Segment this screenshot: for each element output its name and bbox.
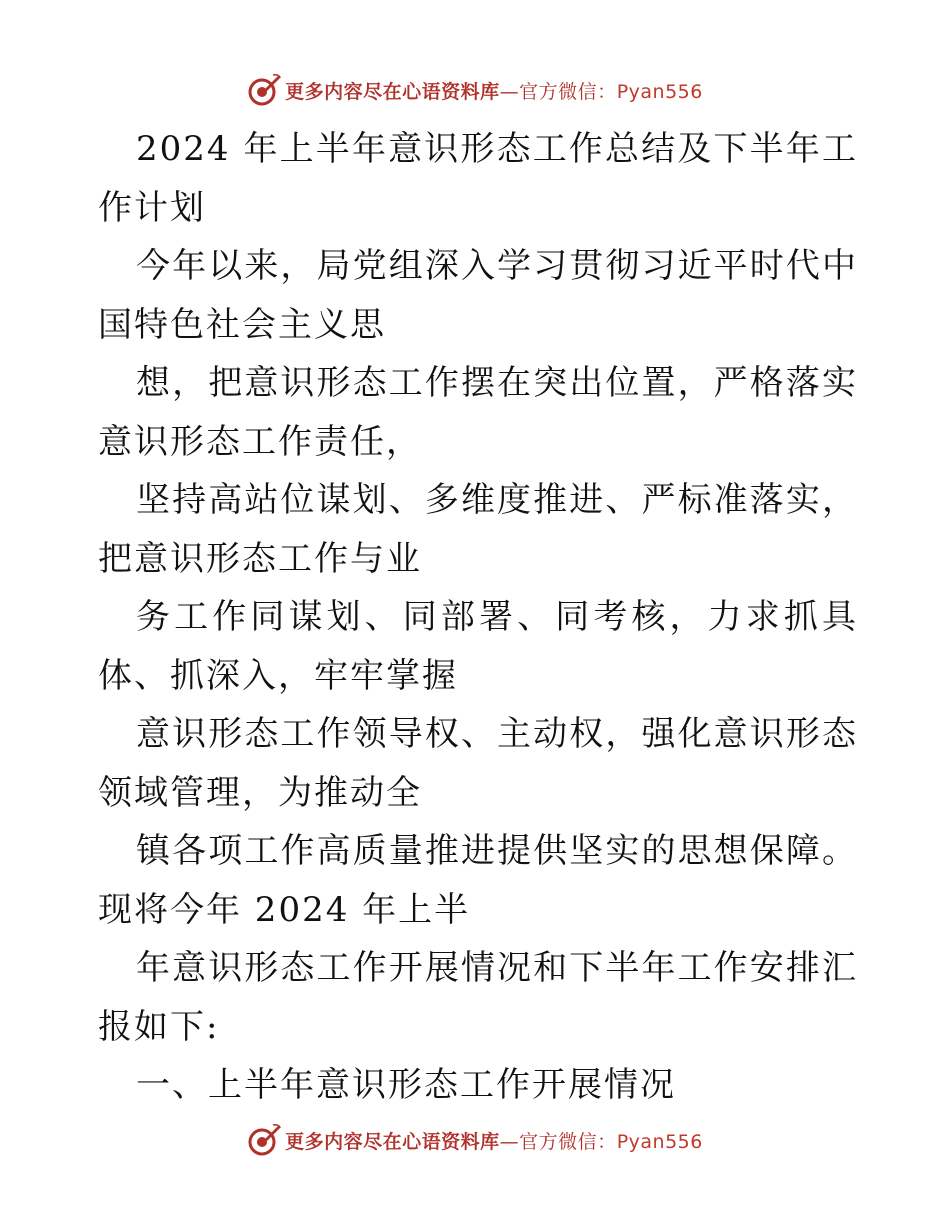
watermark-id: Pyan556 (616, 80, 703, 103)
watermark-contact: 官方微信： (519, 80, 617, 103)
watermark-footer (0, 1120, 950, 1160)
paragraph: 年意识形态工作开展情况和下半年工作安排汇报如下: (98, 948, 858, 1047)
watermark-text (285, 77, 703, 104)
watermark-contact: 官方微信： (519, 1130, 617, 1153)
paragraph: 务工作同谋划、同部署、同考核，力求抓具体、抓深入，牢牢掌握 (98, 597, 858, 696)
watermark-id: Pyan556 (616, 1130, 703, 1153)
paragraph: 意识形态工作领导权、主动权，强化意识形态领域管理，为推动全 (98, 714, 858, 813)
document-title: 2024 年上半年意识形态工作总结及下半年工作计划 (98, 129, 858, 228)
watermark-dash: — (499, 80, 520, 103)
watermark-dash: — (499, 1130, 520, 1153)
watermark-text (285, 1127, 703, 1154)
paragraph: 想，把意识形态工作摆在突出位置，严格落实意识形态工作责任， (98, 363, 858, 462)
quill-logo-icon (247, 73, 281, 107)
quill-logo-icon (247, 1123, 281, 1157)
watermark-main: 更多内容尽在心语资料库 (285, 1130, 500, 1153)
paragraph: 今年以来，局党组深入学习贯彻习近平时代中国特色社会主义思 (98, 246, 858, 345)
watermark-header (0, 70, 950, 110)
paragraph: 坚持高站位谋划、多维度推进、严标准落实，把意识形态工作与业 (98, 480, 858, 579)
document-body (98, 120, 858, 1115)
paragraph: 镇各项工作高质量推进提供坚实的思想保障。现将今年 2024 年上半 (98, 831, 858, 930)
section-heading: 一、上半年意识形态工作开展情况 (136, 1065, 676, 1105)
watermark-main: 更多内容尽在心语资料库 (285, 80, 500, 103)
